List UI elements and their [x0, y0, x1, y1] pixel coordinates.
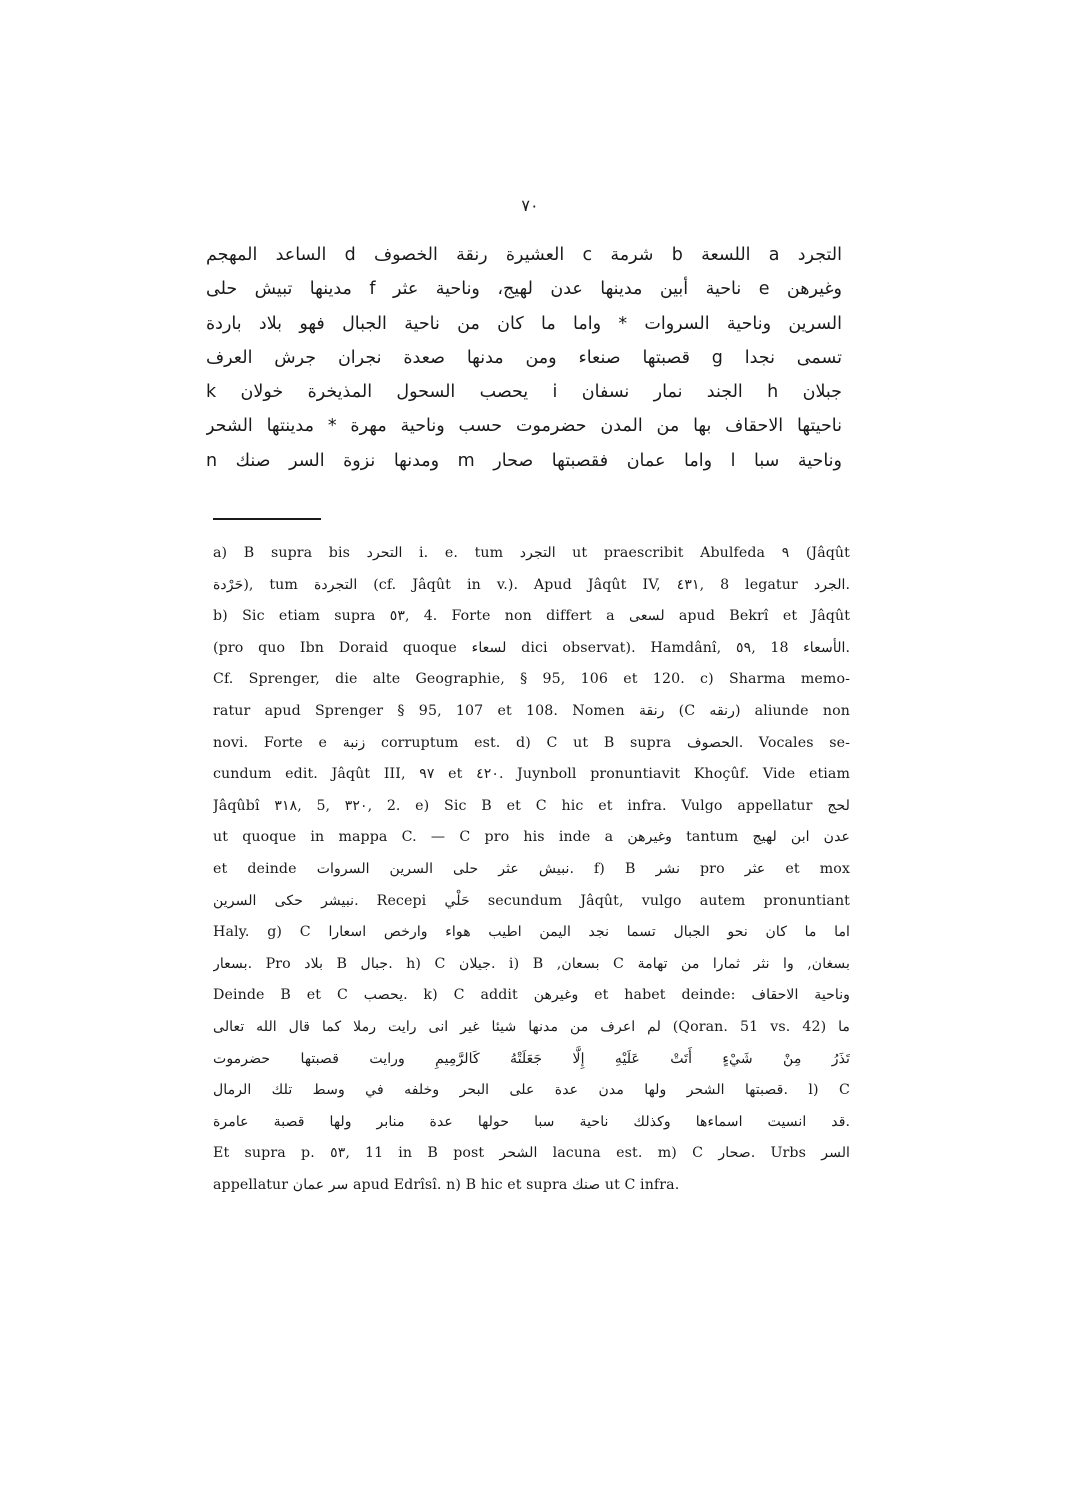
- footnote-line: Cf. Sprenger, die alte Geographie, § 95, 106 et 120. c) Sharma memo-: [213, 671, 850, 688]
- footnote-line: a) B supra bis التحرد i. e. tum التجرد ut praescribit Abulfeda ٩ (Jâqût: [213, 545, 850, 561]
- footnote-line: et deinde نبيش عثر حلى السرين السروات. f) B نشر pro عثر et mox: [213, 860, 850, 877]
- footnote-line: (pro quo Ibn Doraid quoque لسعاء dici observat). Hamdânî, ٥٩, 18 الأسعاء.: [213, 639, 850, 656]
- footnote-line: حَرْدة), tum التجردة (cf. Jâqût in v.). Apud Jâqût IV, ٤٣١, 8 legatur الجرد.: [213, 576, 850, 593]
- arabic-line: ناحيتها الاحقاف بها من المدن حضرموت حسب وناحية مهرة * مدينتها الشحر: [206, 416, 842, 437]
- footnote-line: قصبتها الشحر ولها مدن عدة على البحر وخلفه في وسط تلك الرمال. l) C: [213, 1082, 850, 1099]
- arabic-line: وناحية سبا l واما عمان فقصبتها صحار m ومدنها نزوة السر صنك n: [206, 450, 842, 471]
- footnote-line: Haly. g) C اما ما كان نحو الجبال تسما نجد اليمن اطيب هواء وارخص اسعارا: [213, 924, 850, 941]
- footnote-line: بسعار. Pro بلاد B جبال. h) C جيلان. i) B ,بسعان C بسغان, وا نثر ثمارا من تهامة: [213, 955, 850, 972]
- arabic-main-text: [206, 238, 842, 478]
- footnote-line: ut quoque in mappa C. — C pro his inde a وغيرهن tantum عدن ابن لهيج: [213, 829, 850, 846]
- footnote-line: Deinde B et C يحصب. k) C addit وغيرهن et habet deinde: وناحية الاحقاف: [213, 987, 850, 1004]
- footnote-line: تَذَرُ مِنْ شَيْءٍ أَتَتْ عَلَيْهِ إِلَّا جَعَلَتْهُ كَالرَّمِيمِ ورايت قصبتها حضرموت: [213, 1050, 850, 1067]
- footnote-line: cundum edit. Jâqût III, ٩٧ et ٤٢٠. Juynboll pronuntiavit Khoçûf. Vide etiam: [213, 766, 850, 783]
- arabic-line: وغيرهن e ناحية أبين مدينها عدن لهيج، وناحية عثر f مدينها تبيش حلى: [206, 279, 842, 300]
- footnote-line: قد انسيت اسماءها وكذلك ناحية سبا حولها عدة منابر ولها قصبة عامرة.: [213, 1113, 850, 1130]
- arabic-line: التجرد a اللسعة b شرمة c العشيرة رنقة الخصوف d الساعد المهجم: [206, 245, 842, 265]
- page-number: ٧٠: [521, 196, 539, 215]
- arabic-line: السرين وناحية السروات * واما ما كان من ناحية الجبال فهو بلاد باردة: [206, 313, 842, 334]
- footnote-line: Et supra p. ٥٣, 11 in B post الشحر lacuna est. m) C صحار. Urbs السر: [213, 1145, 850, 1162]
- footnote-line: appellatur سر عمان apud Edrîsî. n) B hic et supra صنك ut C infra.: [213, 1176, 680, 1193]
- footnote-line: لم اعرف من مدنها شيئا غير انى رايت رملا كما قال الله تعالى (Qoran. 51 vs. 42) ما: [213, 1018, 850, 1035]
- footnote-line: b) Sic etiam supra ٥٣, 4. Forte non differt a لسعى apud Bekrî et Jâqût: [213, 608, 850, 625]
- footnote-line: نبيشر حكى السرين. Recepi حَلْي secundum Jâqût, vulgo autem pronuntiant: [213, 892, 850, 909]
- footnote-line: ratur apud Sprenger § 95, 107 et 108. Nomen رنقة (C رنقه) aliunde non: [213, 702, 850, 719]
- footnote-separator: [213, 518, 321, 520]
- footnote-line: novi. Forte e زنبة corruptum est. d) C ut B supra الحصوف. Vocales se-: [213, 734, 850, 751]
- arabic-line: تسمى نجدا g قصبتها صنعاء ومن مدنها صعدة نجران جرش العرف: [206, 347, 842, 368]
- footnotes-block: [213, 538, 850, 1201]
- arabic-line: جبلان h الجند نمار نسفان i يحصب السحول المذيخرة خولان k: [206, 382, 842, 403]
- footnote-line: Jâqûbî ٣١٨, 5, ٣٢٠, 2. e) Sic B et C hic et infra. Vulgo appellatur لحج: [213, 797, 850, 814]
